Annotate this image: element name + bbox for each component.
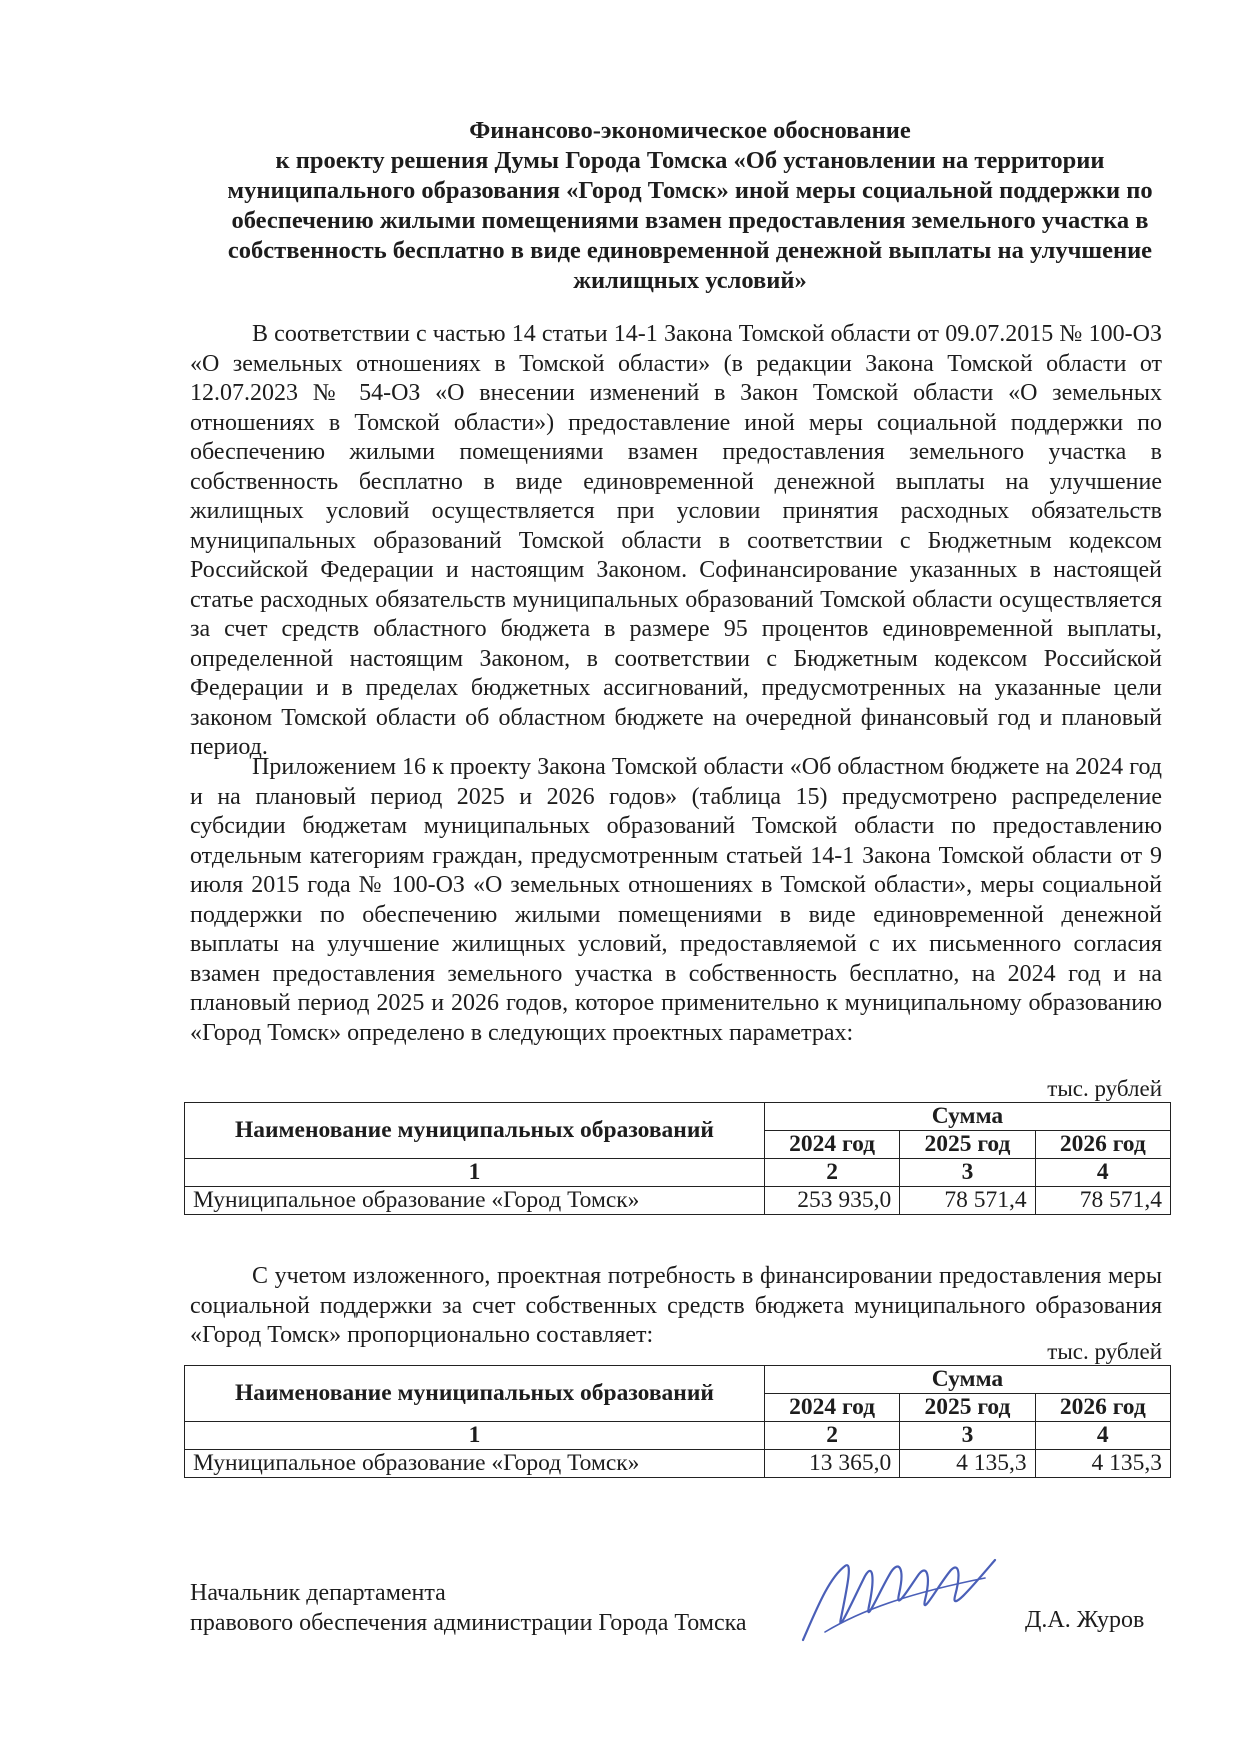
title-line: собственность бесплатно в виде единовременной денежной выплаты на улучшение xyxy=(227,237,1153,264)
header-year: 2025 год xyxy=(900,1131,1035,1159)
table-1-units: тыс. рублей xyxy=(1047,1076,1162,1101)
value-2025: 78 571,4 xyxy=(900,1187,1035,1215)
row-name: Муниципальное образование «Город Томск» xyxy=(185,1450,765,1478)
header-sum: Сумма xyxy=(764,1103,1170,1131)
header-name: Наименование муниципальных образований xyxy=(185,1366,765,1422)
column-number: 3 xyxy=(900,1422,1035,1450)
document-title xyxy=(200,116,1180,296)
signatory-position xyxy=(190,1578,747,1638)
value-2026: 78 571,4 xyxy=(1035,1187,1170,1215)
header-year: 2026 год xyxy=(1035,1131,1170,1159)
paragraph-2 xyxy=(190,753,1162,1048)
header-sum: Сумма xyxy=(764,1366,1170,1394)
column-number: 2 xyxy=(764,1422,899,1450)
value-2024: 13 365,0 xyxy=(764,1450,899,1478)
paragraph-text: С учетом изложенного, проектная потребность в финансировании предоставления меры социальной поддержки за счет собственных средств бюджета муниципального образования «Город Томск» пропорционально составляет: xyxy=(190,1263,1162,1348)
title-line: муниципального образования «Город Томск» иной меры социальной поддержки по xyxy=(227,177,1153,204)
table-row xyxy=(185,1187,1171,1215)
column-number: 3 xyxy=(900,1159,1035,1187)
column-number: 4 xyxy=(1035,1422,1170,1450)
header-year: 2024 год xyxy=(764,1394,899,1422)
header-year: 2024 год xyxy=(764,1131,899,1159)
value-2024: 253 935,0 xyxy=(764,1187,899,1215)
row-name: Муниципальное образование «Город Томск» xyxy=(185,1187,765,1215)
paragraph-text: В соответствии с частью 14 статьи 14-1 Закона Томской области от 09.07.2015 № 100-ОЗ «О земельных отношениях в Томской области» (в редакции Закона Томской области от 12.07.2023 № 54-ОЗ «О внесении изменений в Закон Томской области «О земельных отношениях в Томской области») предоставление иной меры социальной поддержки по обеспечению жилыми помещениями взамен предоставления земельного участка в собственность бесплатно в виде единовременной денежной выплаты на улучшение жилищных условий осуществляется при условии принятия расходных обязательств муниципальных образований Томской области в соответствии с Бюджетным кодексом Российской Федерации и настоящим Законом. Софинансирование указанных в настоящей статье расходных обязательств муниципальных образований Томской области осуществляется за счет средств областного бюджета в размере 95 процентов единовременной выплаты, определенной настоящим Законом, в соответствии с Бюджетным кодексом Российской Федерации и в пределах бюджетных ассигнований, предусмотренных на указанные цели законом Томской области об областном бюджете на очередной финансовый год и плановый период. xyxy=(190,321,1162,760)
title-line: жилищных условий» xyxy=(573,267,807,294)
header-year: 2026 год xyxy=(1035,1394,1170,1422)
column-number: 1 xyxy=(185,1159,765,1187)
column-number: 4 xyxy=(1035,1159,1170,1187)
table-row xyxy=(185,1450,1171,1478)
paragraph-3 xyxy=(190,1262,1162,1351)
paragraph-1 xyxy=(190,320,1162,763)
signatory-name: Д.А. Журов xyxy=(1025,1607,1145,1633)
cofinancing-table xyxy=(184,1365,1171,1478)
paragraph-text: Приложением 16 к проекту Закона Томской области «Об областном бюджете на 2024 год и на плановый период 2025 и 2026 годов» (таблица 15) предусмотрено распределение субсидии бюджетам муниципальных образований Томской области по предоставлению отдельным категориям граждан, предусмотренным статьей 14-1 Закона Томской области от 9 июля 2015 года № 100-ОЗ «О земельных отношениях в Томской области», меры социальной поддержки по обеспечению жилыми помещениями в виде единовременной денежной выплаты на улучшение жилищных условий, предоставляемой с их письменного согласия взамен предоставления земельного участка в собственность бесплатно, на 2024 год и на плановый период 2025 и 2026 годов, которое применительно к муниципальному образованию «Город Томск» определено в следующих проектных параметрах: xyxy=(190,754,1162,1046)
position-line: правового обеспечения администрации Города Томска xyxy=(190,1610,747,1636)
column-number: 1 xyxy=(185,1422,765,1450)
header-name: Наименование муниципальных образований xyxy=(185,1103,765,1159)
subsidy-table xyxy=(184,1102,1171,1215)
position-line: Начальник департамента xyxy=(190,1580,446,1606)
title-line: обеспечению жилыми помещениями взамен предоставления земельного участка в xyxy=(231,207,1149,234)
table-2-units: тыс. рублей xyxy=(1047,1339,1162,1364)
title-line: к проекту решения Думы Города Томска «Об установлении на территории xyxy=(275,147,1105,174)
column-number: 2 xyxy=(764,1159,899,1187)
handwritten-signature xyxy=(795,1548,1010,1648)
header-year: 2025 год xyxy=(900,1394,1035,1422)
value-2026: 4 135,3 xyxy=(1035,1450,1170,1478)
value-2025: 4 135,3 xyxy=(900,1450,1035,1478)
title-line: Финансово-экономическое обоснование xyxy=(469,117,911,144)
